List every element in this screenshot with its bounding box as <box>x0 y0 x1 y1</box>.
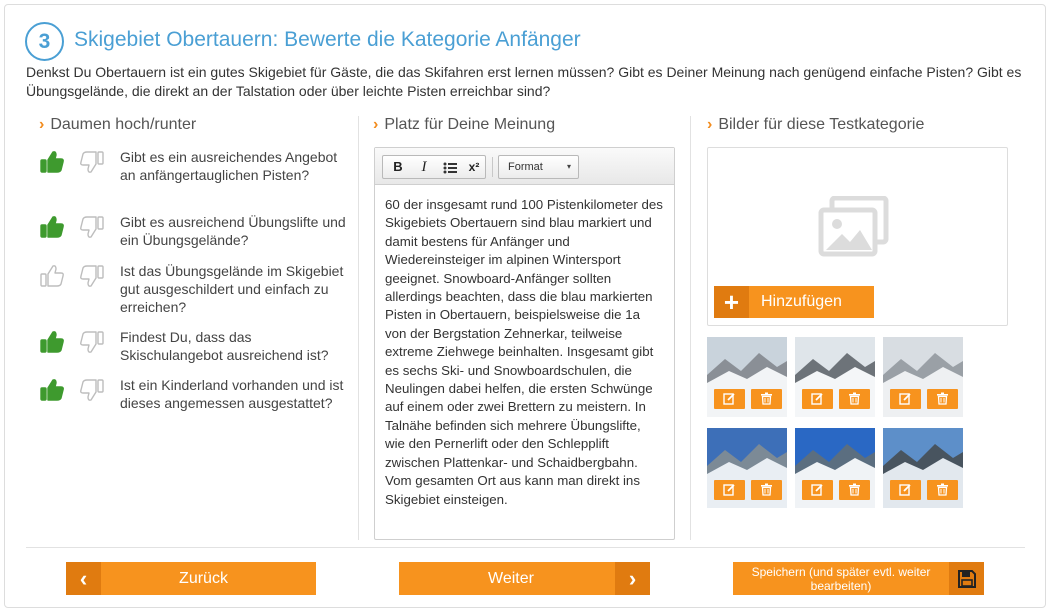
edit-image-button[interactable] <box>802 389 833 409</box>
edit-icon <box>811 483 824 496</box>
bullet-list-icon <box>443 162 457 174</box>
images-column-title: › Bilder für diese Testkategorie <box>707 116 925 133</box>
gallery-image[interactable] <box>707 428 787 508</box>
delete-image-button[interactable] <box>751 389 782 409</box>
add-image-button[interactable]: + Hinzufügen <box>714 286 874 318</box>
edit-image-button[interactable] <box>802 480 833 500</box>
gallery-image[interactable] <box>883 337 963 417</box>
question-text: Gibt es ein ausreichendes Angebot an anfängertauglichen Pisten? <box>120 149 338 183</box>
delete-image-button[interactable] <box>927 480 958 500</box>
edit-image-button[interactable] <box>890 389 921 409</box>
chevron-right-icon: › <box>707 116 713 133</box>
gallery-image[interactable] <box>795 428 875 508</box>
chevron-right-icon: › <box>615 562 650 595</box>
delete-image-button[interactable] <box>839 389 870 409</box>
image-placeholder-icon <box>818 196 890 258</box>
back-button[interactable]: ‹ Zurück <box>66 562 316 595</box>
question-text: Findest Du, dass das Skischulangebot ausreichend ist? <box>120 329 329 363</box>
caret-down-icon: ▾ <box>566 162 571 171</box>
delete-image-button[interactable] <box>751 480 782 500</box>
question-text: Ist das Übungsgelände im Skigebiet gut ausgeschildert und einfach zu erreichen? <box>120 263 344 315</box>
intro-text: Denkst Du Obertauern ist ein gutes Skigebiet für Gäste, die das Skifahren erst lernen müssen? Gibt es Deiner Meinung nach genügend einfache Pisten? Gibt es Übungsgelände, die direkt an der Talstation oder über leichte Pisten erreichbar sind? <box>26 64 1022 99</box>
vote-buttons <box>38 148 108 176</box>
toolbar-divider <box>492 157 493 177</box>
edit-icon <box>723 483 736 496</box>
trash-icon <box>936 392 949 405</box>
editor-toolbar <box>375 148 674 185</box>
trash-icon <box>760 392 773 405</box>
bold-button[interactable]: B <box>393 159 403 174</box>
question-text: Ist ein Kinderland vorhanden und ist dieses angemessen ausgestattet? <box>120 377 344 411</box>
edit-icon <box>811 392 824 405</box>
thumbs-up-icon[interactable] <box>38 328 66 356</box>
chevron-right-icon: › <box>39 116 45 133</box>
thumbs-down-icon[interactable] <box>78 148 106 176</box>
floppy-disk-icon <box>949 562 984 595</box>
thumbs-down-icon[interactable] <box>78 213 106 241</box>
next-button[interactable]: Weiter › <box>399 562 650 595</box>
thumbs-down-icon[interactable] <box>78 262 106 290</box>
trash-icon <box>848 392 861 405</box>
column-divider <box>690 116 691 540</box>
edit-icon <box>723 392 736 405</box>
thumbs-down-icon[interactable] <box>78 376 106 404</box>
vote-buttons <box>38 376 108 404</box>
edit-image-button[interactable] <box>890 480 921 500</box>
gallery-image[interactable] <box>795 337 875 417</box>
trash-icon <box>936 483 949 496</box>
chevron-left-icon: ‹ <box>66 562 101 595</box>
opinion-column-title: › Platz für Deine Meinung <box>373 116 556 133</box>
thumbs-column-title: › Daumen hoch/runter <box>39 116 197 133</box>
thumbs-up-icon[interactable] <box>38 148 66 176</box>
save-button[interactable]: Speichern (und später evtl. weiter bearbeiten) <box>733 562 984 595</box>
gallery-image[interactable] <box>707 337 787 417</box>
format-button-group <box>382 155 486 179</box>
trash-icon <box>848 483 861 496</box>
vote-buttons <box>38 262 108 290</box>
thumbs-up-icon[interactable] <box>38 213 66 241</box>
step-number: 3 <box>25 22 64 61</box>
opinion-editor <box>374 147 675 540</box>
edit-icon <box>899 392 912 405</box>
page-title: Skigebiet Obertauern: Bewerte die Kategorie Anfänger <box>74 28 581 51</box>
format-select[interactable]: Format ▾ <box>498 155 579 179</box>
gallery-image[interactable] <box>883 428 963 508</box>
footer-divider <box>26 547 1025 548</box>
column-divider <box>358 116 359 540</box>
delete-image-button[interactable] <box>839 480 870 500</box>
edit-image-button[interactable] <box>714 480 745 500</box>
thumbs-up-icon[interactable] <box>38 376 66 404</box>
question-text: Gibt es ausreichend Übungslifte und ein Übungsgelände? <box>120 214 346 248</box>
italic-button[interactable]: I <box>421 159 427 175</box>
plus-icon: + <box>714 286 749 318</box>
superscript-button[interactable]: x² <box>468 160 480 174</box>
opinion-textarea[interactable]: 60 der insgesamt rund 100 Pistenkilometer des Skigebiets Obertauern sind blau markiert und damit bestens für Anfänger und Wiedereinsteiger im alpinen Wintersport geeignet. Snowboard-Anfänger sollten allerdings beachten, dass die blau markierten Pisten in Obertauern, beispielsweise die 1a von der Bergstation Zehnerkar, teilweise extreme Ziehwege beinhalten. Insgesamt gibt es sechs Ski- und Snowboardschulen, die Neulingen dabei helfen, die ersten Schwünge auf einem oder zwei Brettern zu meistern. In Talnähe befinden sich mehrere Übungslifte, wie den Pernerlift oder den Schlepplift zwischen Plattenkar- und Schaidbergbahn. Vom gesamten Ort aus kann man direkt ins Skigebiet einsteigen. <box>385 197 663 507</box>
edit-icon <box>899 483 912 496</box>
vote-buttons <box>38 328 108 356</box>
bullet-list-button[interactable] <box>437 156 463 178</box>
vote-buttons <box>38 213 108 241</box>
chevron-right-icon: › <box>373 116 379 133</box>
edit-image-button[interactable] <box>714 389 745 409</box>
thumbs-down-icon[interactable] <box>78 328 106 356</box>
trash-icon <box>760 483 773 496</box>
delete-image-button[interactable] <box>927 389 958 409</box>
thumbs-up-icon[interactable] <box>38 262 66 290</box>
